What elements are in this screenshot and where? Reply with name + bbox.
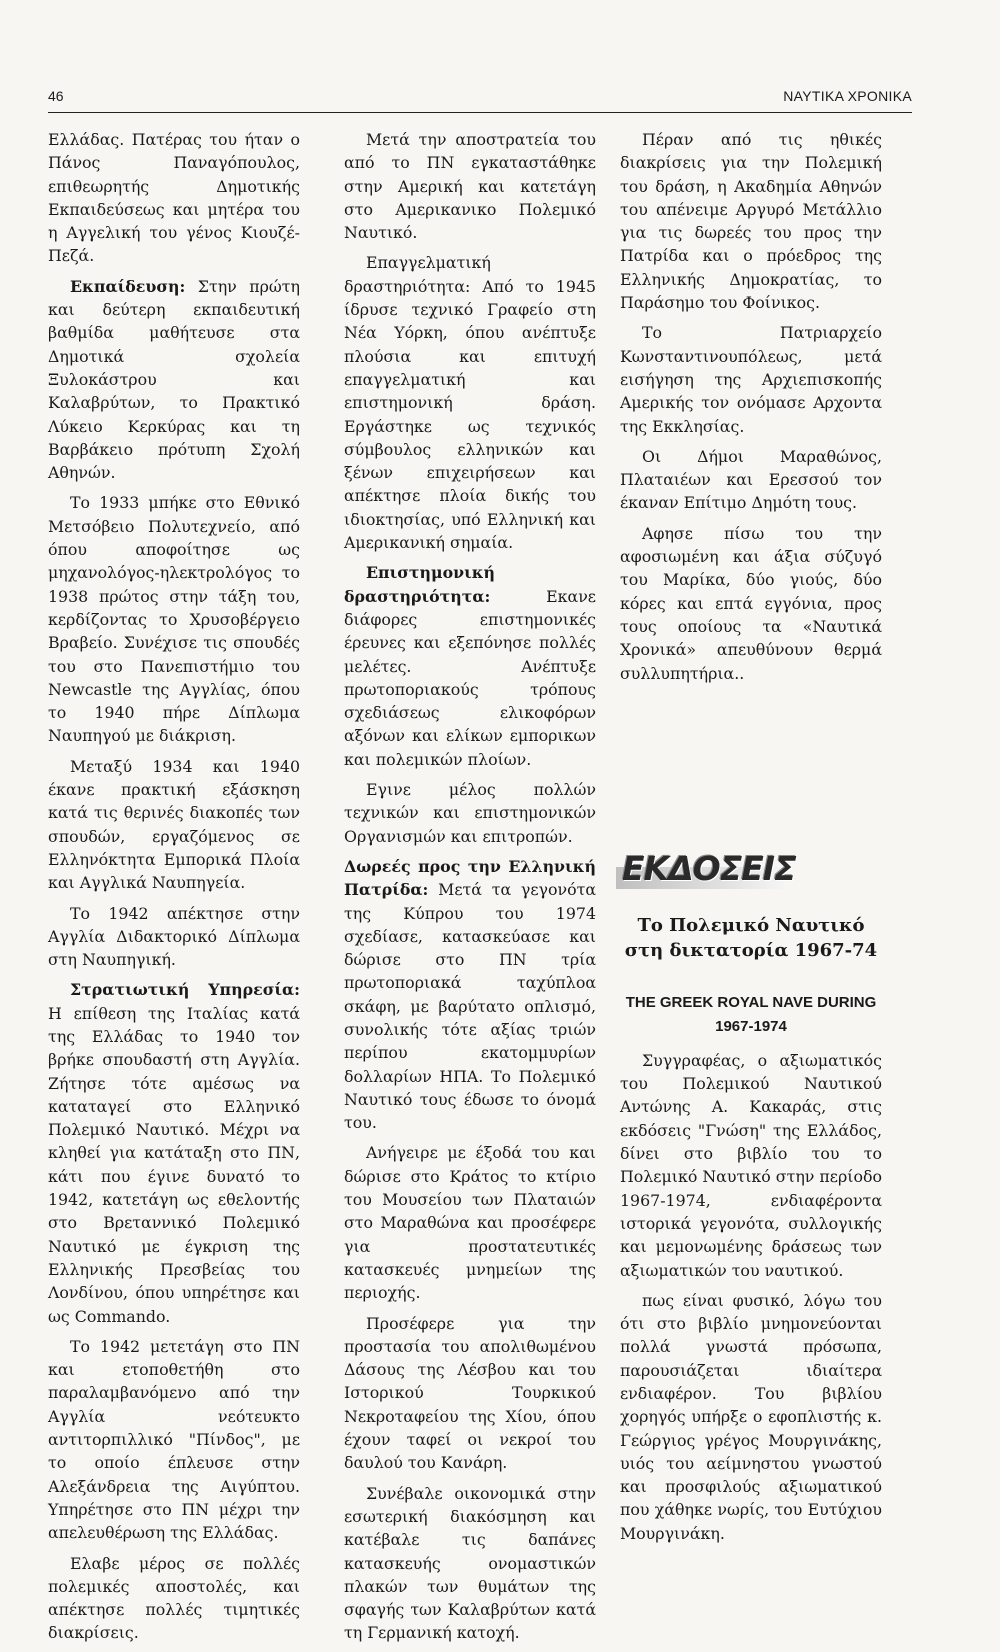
paragraph: Το 1933 μπήκε στο Εθνικό Μετσόβειο Πολυτεχνείο, από όπου αποφοίτησε ως μηχανολόγος-ηλεκτρολόγος το 1938 πρώτος στην τάξη του, κερδίζοντας το Χρυσοβέργειο Βραβείο. Συνέχισε τις σπουδές του στο Πανεπιστήμιο του Newcastle της Αγγλίας, όπου το 1940 πήρε Δίπλωμα Ναυπηγού με διάκριση. — [48, 493, 300, 746]
paragraph: Ελλάδας. Πατέρας του ήταν ο Πάνος Παναγόπουλος, επιθεωρητής Δημοτικής Εκπαιδεύσεως και μητέρα του η Αγγελική του γένος Κιουζέ- Πεζά. — [48, 130, 300, 266]
paragraph-donations — [344, 855, 596, 1135]
page-number: 46 — [48, 88, 64, 104]
paragraph: Μεταξύ 1934 και 1940 έκανε πρακτική εξάσκηση κατά τις θερινές διακοπές των σπουδών, εργαζόμενος σε Ελληνόκτητα Εμπορικά Πλοία και Αγγλικά Ναυπηγεία. — [48, 756, 300, 893]
paragraph-science — [344, 561, 596, 771]
page-header — [48, 88, 912, 113]
publications-banner — [616, 848, 796, 899]
publications-label: ΕΚΔΟΣΕΙΣ — [622, 848, 796, 888]
column-1 — [48, 128, 300, 1652]
text-science: Εκανε διάφορες επιστημονικές έρευνες και εξεπόνησε πολλές μελέτες. Ανέπτυξε πρωτοποριακούς τρόπους σχεδιάσεως ελικοφόρων αξόνων και ελίκων εμπορικων και πολεμικών πλοίων. — [344, 586, 596, 769]
label-donations: Δωρεές προς την Ελληνική Πατρίδα: — [344, 856, 596, 900]
text-military: Η επίθεση της Ιταλίας κατά της Ελλάδας το 1940 τον βρήκε σπουδαστή στη Αγγλία. Ζήτησε τότε αμέσως να καταταγεί στο Ελληνικό Πολεμικό Ναυτικό. Μέχρι να κληθεί για κατάταξη στο ΠΝ, κάτι που έγινε δυνατό το 1942, κατετάγη ως εθελοντής στο Βρεταννικό Πολεμικό Ναυτικό με έγκριση της Ελληνικής Πρεσβείας του Λονδίνου, όπου υπηρέτησε και ως Commando. — [48, 1003, 300, 1326]
label-science: Επιστημονική δραστηριότητα: — [344, 563, 496, 606]
book-subtitle: THE GREEK ROYAL NAVE DURING 1967-1974 — [625, 993, 877, 1035]
paragraph: Αφησε πίσω του την αφοσιωμένη και άξια σύζυγό του Μαρίκα, δύο γιούς, δύο κόρες και επτά εγγόνια, προς τους οποίους τα «Ναυτικά Χρονικά» απευθύνουν θερμά συλλυπητήρια.. — [620, 523, 882, 683]
paragraph: Συγγραφέας, ο αξιωματικός του Πολεμικού Ναυτικού Αντώνης Α. Κακαράς, στις εκδόσεις "Γνώση" της Ελλάδος, δίνει στο βιβλίο του το Πολεμικό Ναυτικό στην περίοδο 1967-1974, ενδιαφέροντα ιστορικά γεγονότα, συλλογικής και μεμονωμένης δράσεως των αξιωματικών του ναυτικού. — [620, 1050, 882, 1280]
paragraph: Το 1942 μετετάγη στο ΠΝ και ετοποθετήθη στο παραλαμβανόμενο από την Αγγλία νεότευκτο αντιτορπιλλικό "Πίνδος", με το οποίο έπλευσε στην Αλεξάνδρεια της Αιγύπτου. Υπηρέτησε στο ΠΝ μέχρι την απελευθέρωση της Ελλάδας. — [48, 1336, 300, 1543]
paragraph: Μετά την αποστρατεία του από το ΠΝ εγκαταστάθηκε στην Αμερική και κατετάγη στο Αμερικανικο Πολεμικό Ναυτικό. — [344, 130, 596, 243]
paragraph-education — [48, 275, 300, 485]
paragraph: Εγινε μέλος πολλών τεχνικών και επιστημονικών Οργανισμών και επιτροπών. — [344, 780, 596, 846]
text-education: Στην πρώτη και δεύτερη εκπαιδευτική βαθμίδα μαθήτευσε στα Δημοτικά σχολεία Ξυλοκάστρου και Καλαβρύτων, το Πρακτικό Λύκειο Κερκύρας και τη Βαρβάκειο πρότυπη Σχολή Αθηνών. — [48, 276, 300, 483]
label-education: Εκπαίδευση: — [70, 276, 186, 296]
book-review — [620, 1049, 882, 1545]
paragraph: Το 1942 απέκτησε στην Αγγλία Διδακτορικό Δίπλωμα στη Ναυπηγική. — [48, 903, 300, 970]
paragraph: πως είναι φυσικό, λόγω του ότι στο βιβλίο μνημονεύονται πολλά γνωστά πρόσωπα, παρουσιάζεται ιδιαίτερα ενδιαφέρον. Του βιβλίου χορηγός υπήρξε ο εφοπλιστής κ. Γεώργιος γρέγος Μουργινάκης, υιός του αείμνηστου γνωστού και προσφιλούς αξιωματικού που χάθηκε νωρίς, του Ευτύχιου Μουργινάκη. — [620, 1290, 882, 1543]
paragraph: Ανήγειρε με έξοδά του και δώρισε στο Κράτος το κτίριο του Μουσείου των Πλαταιών στο Μαραθώνα και προσέφερε για προστατευτικές κατασκευές μνημείων της περιοχής. — [344, 1143, 596, 1303]
running-title: ΝΑΥΤΙΚΑ ΧΡΟΝΙΚΑ — [783, 88, 912, 104]
column-3 — [620, 128, 882, 1552]
paragraph: Πέραν από τις ηθικές διακρίσεις για την Πολεμική του δράση, η Ακαδημία Αθηνών του απένειμε Αργυρό Μετάλλιο για τις δωρεές του προς την Πατρίδα και ο πρόεδρος της Ελληνικής Δημοκρατίας, το Παράσημο του Φοίνικος. — [620, 130, 882, 313]
book-title: Το Πολεμικό Ναυτικό στη δικτατορία 1967-74 — [624, 914, 878, 961]
paragraph: Επαγγελματική δραστηριότητα: Από το 1945 ίδρυσε τεχνικό Γραφείο στη Νέα Υόρκη, όπου ανέπτυξε πλούσια και επιτυχή επαγγελματική και επιστημονική δράση. Εργάστηκε ως τεχνικός σύμβουλος ελληνικών και ξένων επιχειρήσεων και απέκτησε πλοία δικής του ιδιοκτησίας, υπό Ελληνική και Αμερικανική σημαία. — [344, 253, 596, 553]
paragraph: Προσέφερε για την προστασία του απολιθωμένου Δάσους της Λέσβου και του Ιστορικού Τουρκικού Νεκροταφείου της Χίου, όπου έχουν ταφεί οι νεκροί του δαυλού του Κανάρη. — [344, 1313, 596, 1473]
label-military: Στρατιωτική Υπηρεσία: — [70, 980, 300, 1000]
text-donations: Μετά τα γεγονότα της Κύπρου του 1974 σχεδίασε, κατασκεύασε και δώρισε στο ΠΝ τρία πρωτοποριακά ταχύπλοα σκάφη, με βαρύτατο οπλισμό, συνολικής τότε αξίας τριών περίπου εκατομμυρίων δολλαρίων ΗΠΑ. Το Πολεμικό Ναυτικό τους έδωσε το όνομά του. — [344, 880, 596, 1133]
paragraph: Συνέβαλε οικονομικά στην εσωτερική διακόσμηση και κατέβαλε τις δαπάνες κατασκευής ονομαστικών πλακών των θυμάτων της σφαγής των Καλαβρύτων κατά τη Γερμανική κατοχή. — [344, 1483, 596, 1643]
paragraph: Ελαβε μέρος σε πολλές πολεμικές αποστολές, και απέκτησε πολλές τιμητικές διακρίσεις. — [48, 1553, 300, 1643]
paragraph-military — [48, 978, 300, 1327]
column-2 — [344, 128, 596, 1652]
paragraph: Το Πατριαρχείο Κωνσταντινουπόλεως, μετά εισήγηση της Αρχιεπισκοπής Αμερικής τον ονόμασε Αρχοντα της Εκκλησίας. — [620, 323, 882, 436]
paragraph: Οι Δήμοι Μαραθώνος, Πλαταιέων και Ερεσσού τον έκαναν Επίτιμο Δημότη τους. — [620, 446, 882, 513]
